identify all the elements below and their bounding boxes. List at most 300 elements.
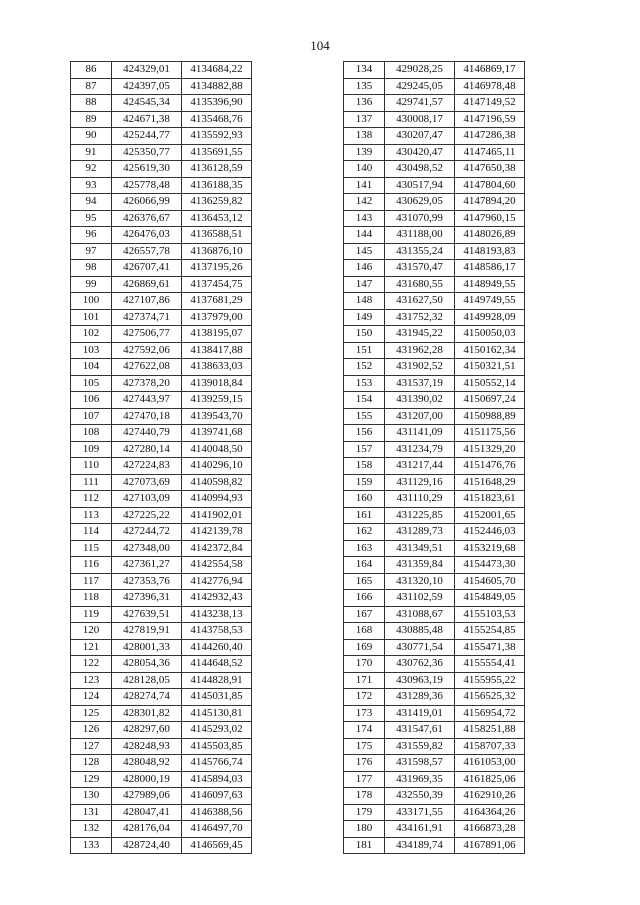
x-coordinate-cell: 427374,71 (112, 309, 182, 326)
y-coordinate-cell: 4155254,85 (455, 623, 525, 640)
point-number-cell: 166 (344, 590, 385, 607)
y-coordinate-cell: 4152446,03 (455, 524, 525, 541)
point-number-cell: 181 (344, 837, 385, 854)
y-coordinate-cell: 4147465,11 (455, 144, 525, 161)
table-row (344, 540, 525, 557)
table-row (71, 161, 252, 178)
x-coordinate-cell: 428000,19 (112, 771, 182, 788)
y-coordinate-cell: 4162910,26 (455, 788, 525, 805)
point-number-cell: 93 (71, 177, 112, 194)
table-row (344, 524, 525, 541)
table-row (71, 738, 252, 755)
x-coordinate-cell: 431188,00 (385, 227, 455, 244)
y-coordinate-cell: 4147286,38 (455, 128, 525, 145)
x-coordinate-cell: 426476,03 (112, 227, 182, 244)
point-number-cell: 146 (344, 260, 385, 277)
table-row (71, 62, 252, 79)
table-row (71, 441, 252, 458)
table-row (71, 276, 252, 293)
table-row (71, 293, 252, 310)
point-number-cell: 99 (71, 276, 112, 293)
x-coordinate-cell: 431070,99 (385, 210, 455, 227)
y-coordinate-cell: 4146869,17 (455, 62, 525, 79)
table-row (344, 161, 525, 178)
y-coordinate-cell: 4150321,51 (455, 359, 525, 376)
table-row (71, 342, 252, 359)
x-coordinate-cell: 429741,57 (385, 95, 455, 112)
y-coordinate-cell: 4155955,22 (455, 672, 525, 689)
x-coordinate-cell: 431680,55 (385, 276, 455, 293)
x-coordinate-cell: 426066,99 (112, 194, 182, 211)
point-number-cell: 134 (344, 62, 385, 79)
point-number-cell: 178 (344, 788, 385, 805)
table-row (344, 441, 525, 458)
point-number-cell: 152 (344, 359, 385, 376)
x-coordinate-cell: 428297,60 (112, 722, 182, 739)
point-number-cell: 111 (71, 474, 112, 491)
point-number-cell: 121 (71, 639, 112, 656)
table-row (344, 771, 525, 788)
x-coordinate-cell: 430771,54 (385, 639, 455, 656)
point-number-cell: 105 (71, 375, 112, 392)
x-coordinate-cell: 431752,32 (385, 309, 455, 326)
y-coordinate-cell: 4139543,70 (182, 408, 252, 425)
y-coordinate-cell: 4147960,15 (455, 210, 525, 227)
point-number-cell: 119 (71, 606, 112, 623)
table-row (71, 227, 252, 244)
table-row (344, 458, 525, 475)
table-row (344, 408, 525, 425)
point-number-cell: 128 (71, 755, 112, 772)
point-number-cell: 170 (344, 656, 385, 673)
table-row (71, 408, 252, 425)
y-coordinate-cell: 4140598,82 (182, 474, 252, 491)
y-coordinate-cell: 4155471,38 (455, 639, 525, 656)
table-row (344, 210, 525, 227)
y-coordinate-cell: 4151329,20 (455, 441, 525, 458)
point-number-cell: 154 (344, 392, 385, 409)
point-number-cell: 127 (71, 738, 112, 755)
table-row (71, 722, 252, 739)
y-coordinate-cell: 4144260,40 (182, 639, 252, 656)
table-row (71, 425, 252, 442)
point-number-cell: 97 (71, 243, 112, 260)
table-row (344, 623, 525, 640)
point-number-cell: 87 (71, 78, 112, 95)
x-coordinate-cell: 426869,61 (112, 276, 182, 293)
y-coordinate-cell: 4145130,81 (182, 705, 252, 722)
table-row (71, 524, 252, 541)
table-row (71, 78, 252, 95)
y-coordinate-cell: 4135468,76 (182, 111, 252, 128)
y-coordinate-cell: 4148586,17 (455, 260, 525, 277)
y-coordinate-cell: 4144648,52 (182, 656, 252, 673)
table-row (344, 507, 525, 524)
y-coordinate-cell: 4140994,93 (182, 491, 252, 508)
table-row (71, 804, 252, 821)
y-coordinate-cell: 4150552,14 (455, 375, 525, 392)
table-row (344, 128, 525, 145)
table-row (71, 359, 252, 376)
x-coordinate-cell: 427622,08 (112, 359, 182, 376)
table-row (344, 62, 525, 79)
point-number-cell: 109 (71, 441, 112, 458)
x-coordinate-cell: 427443,97 (112, 392, 182, 409)
table-row (71, 260, 252, 277)
y-coordinate-cell: 4145031,85 (182, 689, 252, 706)
y-coordinate-cell: 4152001,65 (455, 507, 525, 524)
table-row (71, 672, 252, 689)
y-coordinate-cell: 4164364,26 (455, 804, 525, 821)
y-coordinate-cell: 4134882,88 (182, 78, 252, 95)
x-coordinate-cell: 424397,05 (112, 78, 182, 95)
x-coordinate-cell: 430762,36 (385, 656, 455, 673)
y-coordinate-cell: 4150988,89 (455, 408, 525, 425)
point-number-cell: 165 (344, 573, 385, 590)
x-coordinate-cell: 431225,85 (385, 507, 455, 524)
point-number-cell: 100 (71, 293, 112, 310)
point-number-cell: 115 (71, 540, 112, 557)
table-row (344, 821, 525, 838)
y-coordinate-cell: 4161053,00 (455, 755, 525, 772)
point-number-cell: 107 (71, 408, 112, 425)
y-coordinate-cell: 4145894,03 (182, 771, 252, 788)
table-row (71, 144, 252, 161)
point-number-cell: 91 (71, 144, 112, 161)
table-row (71, 458, 252, 475)
x-coordinate-cell: 431088,67 (385, 606, 455, 623)
y-coordinate-cell: 4146569,45 (182, 837, 252, 854)
point-number-cell: 157 (344, 441, 385, 458)
point-number-cell: 147 (344, 276, 385, 293)
x-coordinate-cell: 431547,61 (385, 722, 455, 739)
x-coordinate-cell: 431570,47 (385, 260, 455, 277)
x-coordinate-cell: 427470,18 (112, 408, 182, 425)
point-number-cell: 175 (344, 738, 385, 755)
point-number-cell: 179 (344, 804, 385, 821)
y-coordinate-cell: 4151823,61 (455, 491, 525, 508)
table-row (71, 326, 252, 343)
table-row (344, 260, 525, 277)
x-coordinate-cell: 430963,19 (385, 672, 455, 689)
y-coordinate-cell: 4153219,68 (455, 540, 525, 557)
page-number: 104 (310, 38, 330, 53)
y-coordinate-cell: 4150162,34 (455, 342, 525, 359)
table-row (344, 474, 525, 491)
x-coordinate-cell: 431390,02 (385, 392, 455, 409)
table-row (71, 788, 252, 805)
coordinates-table-left (70, 61, 252, 854)
x-coordinate-cell: 428054,36 (112, 656, 182, 673)
x-coordinate-cell: 428048,92 (112, 755, 182, 772)
y-coordinate-cell: 4145766,74 (182, 755, 252, 772)
point-number-cell: 169 (344, 639, 385, 656)
point-number-cell: 123 (71, 672, 112, 689)
x-coordinate-cell: 427107,86 (112, 293, 182, 310)
table-row (71, 755, 252, 772)
y-coordinate-cell: 4143758,53 (182, 623, 252, 640)
point-number-cell: 98 (71, 260, 112, 277)
y-coordinate-cell: 4140048,50 (182, 441, 252, 458)
y-coordinate-cell: 4141902,01 (182, 507, 252, 524)
table-row (344, 78, 525, 95)
y-coordinate-cell: 4146978,48 (455, 78, 525, 95)
y-coordinate-cell: 4155554,41 (455, 656, 525, 673)
point-number-cell: 168 (344, 623, 385, 640)
x-coordinate-cell: 431559,82 (385, 738, 455, 755)
table-row (344, 656, 525, 673)
y-coordinate-cell: 4151175,56 (455, 425, 525, 442)
y-coordinate-cell: 4146497,70 (182, 821, 252, 838)
y-coordinate-cell: 4149749,55 (455, 293, 525, 310)
table-row (71, 177, 252, 194)
point-number-cell: 162 (344, 524, 385, 541)
x-coordinate-cell: 431419,01 (385, 705, 455, 722)
table-row (344, 705, 525, 722)
y-coordinate-cell: 4142776,94 (182, 573, 252, 590)
table-row (71, 95, 252, 112)
y-coordinate-cell: 4134684,22 (182, 62, 252, 79)
point-number-cell: 138 (344, 128, 385, 145)
point-number-cell: 125 (71, 705, 112, 722)
y-coordinate-cell: 4156954,72 (455, 705, 525, 722)
y-coordinate-cell: 4146097,63 (182, 788, 252, 805)
table-row (71, 557, 252, 574)
x-coordinate-cell: 427506,77 (112, 326, 182, 343)
x-coordinate-cell: 429028,25 (385, 62, 455, 79)
point-number-cell: 137 (344, 111, 385, 128)
y-coordinate-cell: 4135691,55 (182, 144, 252, 161)
point-number-cell: 133 (71, 837, 112, 854)
y-coordinate-cell: 4150697,24 (455, 392, 525, 409)
point-number-cell: 145 (344, 243, 385, 260)
x-coordinate-cell: 431355,24 (385, 243, 455, 260)
table-body-right (344, 62, 525, 854)
x-coordinate-cell: 424545,34 (112, 95, 182, 112)
point-number-cell: 135 (344, 78, 385, 95)
point-number-cell: 86 (71, 62, 112, 79)
x-coordinate-cell: 431207,00 (385, 408, 455, 425)
x-coordinate-cell: 426557,78 (112, 243, 182, 260)
point-number-cell: 158 (344, 458, 385, 475)
table-row (71, 243, 252, 260)
y-coordinate-cell: 4136188,35 (182, 177, 252, 194)
x-coordinate-cell: 431110,29 (385, 491, 455, 508)
point-number-cell: 102 (71, 326, 112, 343)
table-row (71, 540, 252, 557)
table-row (71, 194, 252, 211)
y-coordinate-cell: 4146388,56 (182, 804, 252, 821)
table-row (344, 309, 525, 326)
x-coordinate-cell: 431537,19 (385, 375, 455, 392)
point-number-cell: 176 (344, 755, 385, 772)
x-coordinate-cell: 431102,59 (385, 590, 455, 607)
y-coordinate-cell: 4138195,07 (182, 326, 252, 343)
x-coordinate-cell: 428301,82 (112, 705, 182, 722)
y-coordinate-cell: 4167891,06 (455, 837, 525, 854)
point-number-cell: 139 (344, 144, 385, 161)
x-coordinate-cell: 431289,73 (385, 524, 455, 541)
point-number-cell: 131 (71, 804, 112, 821)
point-number-cell: 126 (71, 722, 112, 739)
table-row (71, 623, 252, 640)
table-row (71, 656, 252, 673)
point-number-cell: 110 (71, 458, 112, 475)
x-coordinate-cell: 425244,77 (112, 128, 182, 145)
y-coordinate-cell: 4145503,85 (182, 738, 252, 755)
table-row (344, 194, 525, 211)
point-number-cell: 171 (344, 672, 385, 689)
x-coordinate-cell: 431129,16 (385, 474, 455, 491)
point-number-cell: 136 (344, 95, 385, 112)
table-body-left (71, 62, 252, 854)
y-coordinate-cell: 4136453,12 (182, 210, 252, 227)
x-coordinate-cell: 427639,51 (112, 606, 182, 623)
x-coordinate-cell: 431289,36 (385, 689, 455, 706)
x-coordinate-cell: 428274,74 (112, 689, 182, 706)
point-number-cell: 142 (344, 194, 385, 211)
x-coordinate-cell: 434189,74 (385, 837, 455, 854)
table-row (71, 111, 252, 128)
x-coordinate-cell: 427361,27 (112, 557, 182, 574)
point-number-cell: 159 (344, 474, 385, 491)
x-coordinate-cell: 431598,57 (385, 755, 455, 772)
point-number-cell: 151 (344, 342, 385, 359)
y-coordinate-cell: 4137681,29 (182, 293, 252, 310)
y-coordinate-cell: 4149928,09 (455, 309, 525, 326)
point-number-cell: 116 (71, 557, 112, 574)
x-coordinate-cell: 431349,51 (385, 540, 455, 557)
x-coordinate-cell: 427378,20 (112, 375, 182, 392)
table-row (71, 309, 252, 326)
y-coordinate-cell: 4158251,88 (455, 722, 525, 739)
x-coordinate-cell: 427103,09 (112, 491, 182, 508)
x-coordinate-cell: 431969,35 (385, 771, 455, 788)
x-coordinate-cell: 427989,06 (112, 788, 182, 805)
point-number-cell: 104 (71, 359, 112, 376)
table-row (344, 359, 525, 376)
point-number-cell: 90 (71, 128, 112, 145)
point-number-cell: 172 (344, 689, 385, 706)
y-coordinate-cell: 4154605,70 (455, 573, 525, 590)
y-coordinate-cell: 4151648,29 (455, 474, 525, 491)
point-number-cell: 144 (344, 227, 385, 244)
point-number-cell: 118 (71, 590, 112, 607)
x-coordinate-cell: 428001,33 (112, 639, 182, 656)
y-coordinate-cell: 4142554,58 (182, 557, 252, 574)
x-coordinate-cell: 427819,91 (112, 623, 182, 640)
table-row (344, 276, 525, 293)
point-number-cell: 148 (344, 293, 385, 310)
x-coordinate-cell: 432550,39 (385, 788, 455, 805)
x-coordinate-cell: 430008,17 (385, 111, 455, 128)
y-coordinate-cell: 4148026,89 (455, 227, 525, 244)
y-coordinate-cell: 4151476,76 (455, 458, 525, 475)
point-number-cell: 167 (344, 606, 385, 623)
point-number-cell: 132 (71, 821, 112, 838)
point-number-cell: 153 (344, 375, 385, 392)
y-coordinate-cell: 4158707,33 (455, 738, 525, 755)
x-coordinate-cell: 427073,69 (112, 474, 182, 491)
x-coordinate-cell: 428176,04 (112, 821, 182, 838)
point-number-cell: 124 (71, 689, 112, 706)
table-row (71, 210, 252, 227)
point-number-cell: 96 (71, 227, 112, 244)
point-number-cell: 149 (344, 309, 385, 326)
point-number-cell: 161 (344, 507, 385, 524)
table-row (344, 425, 525, 442)
table-row (344, 837, 525, 854)
coordinates-table-right (343, 61, 525, 854)
x-coordinate-cell: 426707,41 (112, 260, 182, 277)
x-coordinate-cell: 428047,41 (112, 804, 182, 821)
y-coordinate-cell: 4138633,03 (182, 359, 252, 376)
y-coordinate-cell: 4148949,55 (455, 276, 525, 293)
x-coordinate-cell: 425619,30 (112, 161, 182, 178)
y-coordinate-cell: 4137454,75 (182, 276, 252, 293)
x-coordinate-cell: 433171,55 (385, 804, 455, 821)
point-number-cell: 94 (71, 194, 112, 211)
x-coordinate-cell: 430885,48 (385, 623, 455, 640)
y-coordinate-cell: 4147894,20 (455, 194, 525, 211)
point-number-cell: 108 (71, 425, 112, 442)
point-number-cell: 173 (344, 705, 385, 722)
y-coordinate-cell: 4135396,90 (182, 95, 252, 112)
x-coordinate-cell: 429245,05 (385, 78, 455, 95)
table-row (344, 689, 525, 706)
table-row (71, 837, 252, 854)
point-number-cell: 163 (344, 540, 385, 557)
table-row (344, 144, 525, 161)
y-coordinate-cell: 4137195,26 (182, 260, 252, 277)
table-row (71, 705, 252, 722)
y-coordinate-cell: 4138417,88 (182, 342, 252, 359)
point-number-cell: 112 (71, 491, 112, 508)
point-number-cell: 143 (344, 210, 385, 227)
x-coordinate-cell: 431217,44 (385, 458, 455, 475)
table-row (71, 689, 252, 706)
table-row (344, 788, 525, 805)
point-number-cell: 120 (71, 623, 112, 640)
point-number-cell: 180 (344, 821, 385, 838)
x-coordinate-cell: 430629,05 (385, 194, 455, 211)
x-coordinate-cell: 431320,10 (385, 573, 455, 590)
point-number-cell: 129 (71, 771, 112, 788)
x-coordinate-cell: 431627,50 (385, 293, 455, 310)
table-row (344, 243, 525, 260)
table-row (71, 392, 252, 409)
y-coordinate-cell: 4139018,84 (182, 375, 252, 392)
point-number-cell: 92 (71, 161, 112, 178)
table-row (344, 491, 525, 508)
table-row (344, 392, 525, 409)
y-coordinate-cell: 4135592,93 (182, 128, 252, 145)
x-coordinate-cell: 428248,93 (112, 738, 182, 755)
table-row (344, 590, 525, 607)
table-row (71, 639, 252, 656)
table-row (344, 375, 525, 392)
y-coordinate-cell: 4144828,91 (182, 672, 252, 689)
y-coordinate-cell: 4136588,51 (182, 227, 252, 244)
x-coordinate-cell: 430517,94 (385, 177, 455, 194)
table-row (71, 606, 252, 623)
y-coordinate-cell: 4139741,68 (182, 425, 252, 442)
y-coordinate-cell: 4155103,53 (455, 606, 525, 623)
y-coordinate-cell: 4166873,28 (455, 821, 525, 838)
table-row (344, 111, 525, 128)
y-coordinate-cell: 4147196,59 (455, 111, 525, 128)
y-coordinate-cell: 4161825,06 (455, 771, 525, 788)
